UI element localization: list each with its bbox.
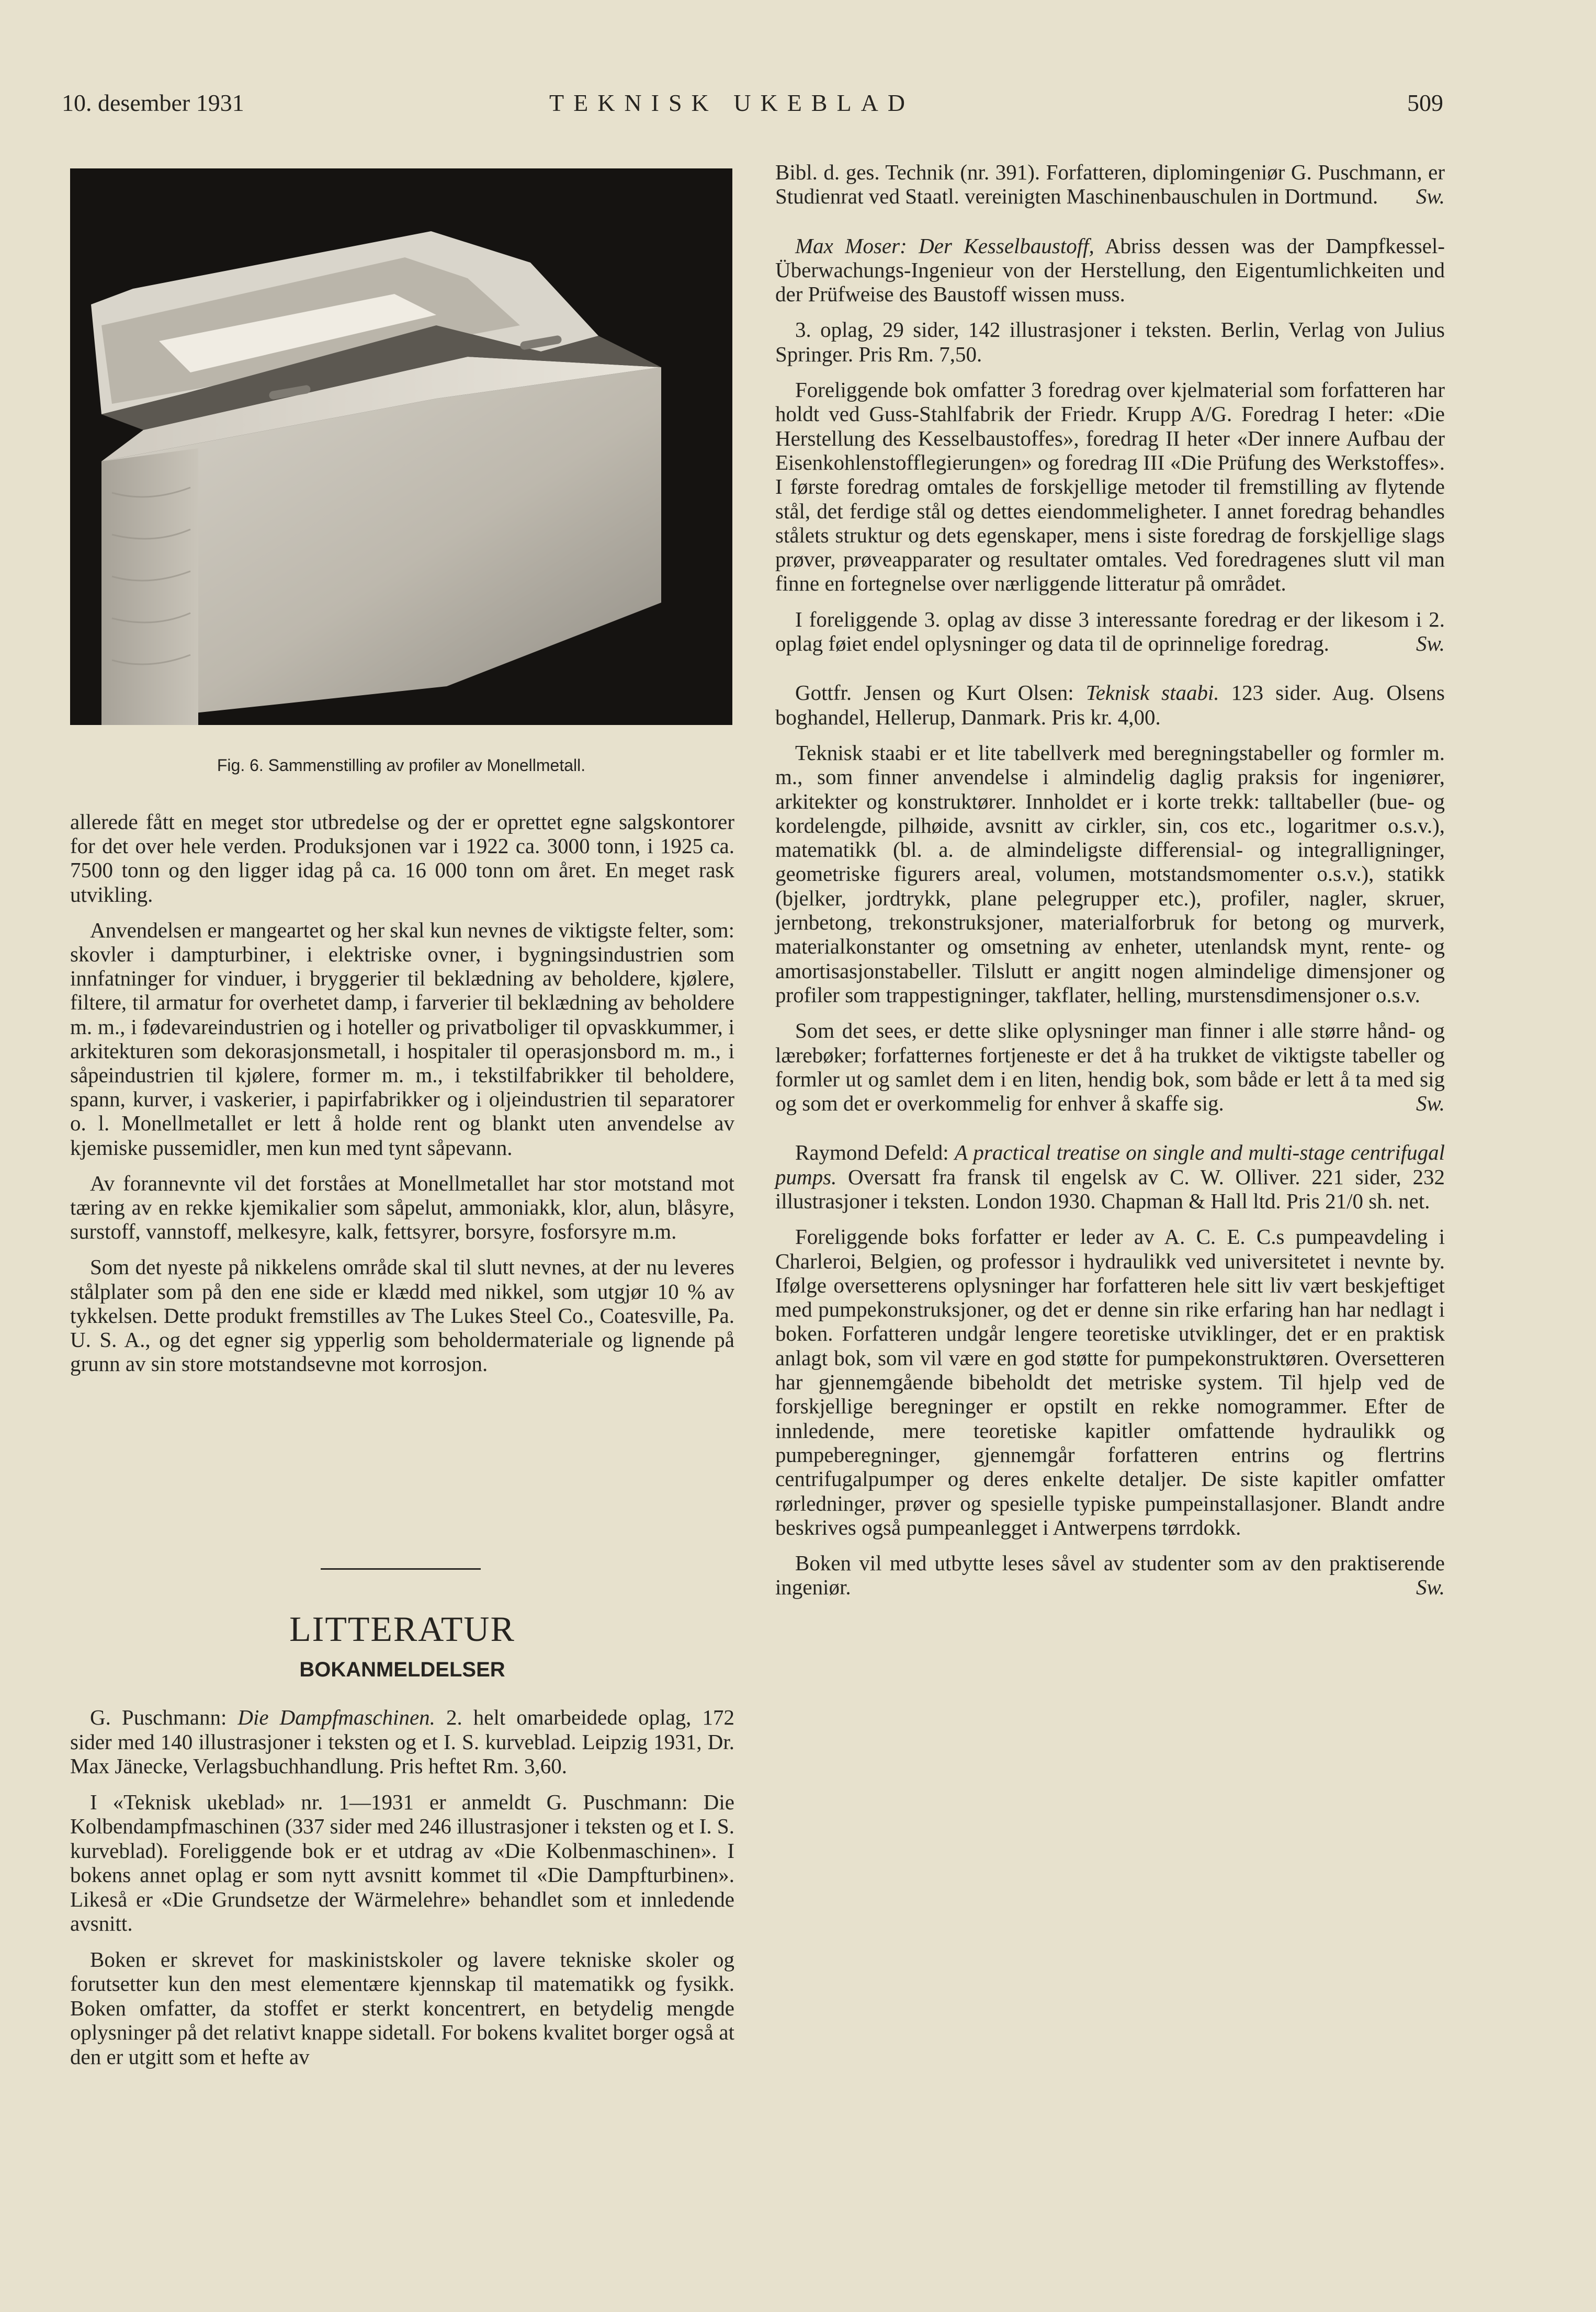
article-paragraph: allerede fått en meget stor utbredelse og der er oprettet egne salgskontorer for det over hele verden. Produksjonen var i 1922 ca. 3000 tonn, i 1925 ca. 7500 tonn og den ligger idag på ca. 16 000 tonn om året. En meget rask utvikling. (70, 810, 734, 906)
issue-date: 10. desember 1931 (62, 89, 244, 116)
review-paragraph: Teknisk staabi er et lite tabellverk med beregningstabeller og formler m. m., som finner anvendelse i almindelig daglig praksis for ingeniører, arkitekter og konstruktører. Innholdet er i korte trekk: talltabeller (bue- og kordelengde, pilhøide, avsnitt av cirkler, sin, cos etc., logaritmer o.s.v.), matematikk (bl. a. de almindeligste differensial- og integralligninger, geometriske figurers areal, volumen, motstandsmomenter o.s.v.), statikk (bjelker, jordtrykk, plane pelegrupper etc.), profiler, nagler, skruer, jernbetong, trekonstruksjoner, materialforbruk for betong og murverk, materialkonstanter og omsetning av enheter, utenlandsk mynt, rente- og amortisasjonstabeller. Tilslutt er angitt nogen almindelige dimensjoner og profiler som trappestigninger, takflater, helling, murstensdimensjoner o.s.v. (775, 740, 1445, 1007)
figure-caption: Fig. 6. Sammenstilling av profiler av Monellmetall. (217, 756, 586, 775)
reviewer-signature: Sw. (1416, 631, 1445, 656)
left-column-article (70, 810, 734, 1387)
review-details: 123 sider. Aug. Olsens boghandel, Hellerup, Danmark. Pris kr. 4,00. (775, 681, 1445, 729)
review-heading (775, 234, 1445, 307)
review-details: Oversatt fra fransk til engelsk av C. W. Olliver. 221 sider, 232 illustrasjoner i teksten. London 1930. Chapman & Hall ltd. Pris 21/0 sh. net. (775, 1164, 1445, 1213)
review-heading (70, 1705, 734, 1778)
page-number: 509 (1407, 89, 1443, 116)
review-book-title: A practical treatise on single and multi-stage centrifugal pumps. (775, 1140, 1445, 1189)
review-book-title: Die Dampfmaschinen. (237, 1705, 435, 1729)
review-paragraph: Bibl. d. ges. Technik (nr. 391). Forfatteren, diplomingeniør G. Puschmann, er Studienrat ved Staatl. vereinigten Maschinenbauschulen in Dortmund. Sw. (775, 160, 1445, 209)
monel-profiles-photo (70, 168, 732, 725)
review-paragraph: Som det sees, er dette slike oplysninger man finner i alle større hånd- og lærebøker; forfatternes fortjeneste er det å ha trukket de viktigste tabeller og formler ut og samlet dem i en liten, hendig bok, som både er lett å ta med sig og som det er overkommelig for enhver å skaffe sig. Sw. (775, 1018, 1445, 1116)
reviewer-signature: Sw. (1416, 1091, 1445, 1116)
review-heading (775, 1140, 1445, 1213)
review-puschmann (70, 1705, 734, 2080)
review-paragraph: Boken er skrevet for maskinistskoler og lavere tekniske skoler og forutsetter kun den mest elementære kjennskap til matematikk og fysikk. Boken omfatter, da stoffet er sterkt koncentrert, en betydelig mengde oplysninger på det relativt knappe sidetall. For bokens kvalitet borger også at den er utgitt som et hefte av (70, 1947, 734, 2069)
reviewer-signature: Sw. (1416, 184, 1445, 209)
review-author: G. Puschmann: (90, 1705, 227, 1729)
review-paragraph: I foreliggende 3. oplag av disse 3 interessante foredrag er der likesom i 2. oplag føiet endel oplysninger og data til de oprinnelige foredrag. Sw. (775, 607, 1445, 656)
article-paragraph: Anvendelsen er mangeartet og her skal kun nevnes de viktigste felter, som: skovler i dampturbiner, i elektriske ovner, i bygningsindustrien som innfatninger for vinduer, i bryggerier til beklædning av beholdere, kjølere, filtere, til armatur for overhetet damp, i farverier til beklædning av beholdere m. m., i fødevareindustrien og i hoteller og privatboliger til opvaskkummer, i arkitekturen som dekorasjonsmetall, i hospitaler til operasjonsbord m. m., i såpeindustrien til kjølere, former m. m., i tekstilfabrikker til beholdere, spann, kurver, i vaskerier, i papirfabrikker og i oljeindustrien til separatorer o. l. Monellmetallet er lett å holde rent og blankt uten anvendelse av kjemiske pussemidler, men kun med tynt såpevann. (70, 917, 734, 1160)
review-author: Raymond Defeld: (795, 1140, 949, 1165)
review-book-subtitle: Abriss dessen was der Dampfkessel-Überwachungs-Ingenieur von der Herstellung, den Eigentumlichkeiten und der Prüfweise des Baustoff wissen muss. (775, 233, 1445, 307)
section-subtitle: BOKANMELDELSER (299, 1658, 505, 1681)
review-author: Gottfr. Jensen og Kurt Olsen: (795, 681, 1074, 705)
section-divider (321, 1568, 481, 1570)
review-details: 2. helt omarbeidede oplag, 172 sider med 140 illustrasjoner i teksten og et I. S. kurveblad. Leipzig 1931, Dr. Max Jänecke, Verlagsbuchhandlung. Pris heftet Rm. 3,60. (70, 1705, 734, 1778)
review-paragraph: I «Teknisk ukeblad» nr. 1—1931 er anmeldt G. Puschmann: Die Kolbendampfmaschinen (337 sider med 246 illustrasjoner i teksten og et I. S. kurveblad). Foreliggende bok er et utdrag av «Die Kolbenmaschinen». I bokens annet oplag er som nytt avsnitt kommet til «Die Dampfturbinen». Likeså er «Die Grundsetze der Wärmelehre» behandlet som et innledende avsnitt. (70, 1789, 734, 1935)
review-heading (775, 681, 1445, 729)
review-book-title: Teknisk staabi. (1085, 681, 1219, 705)
review-book-title: Der Kesselbaustoff, (919, 233, 1094, 258)
review-details: 3. oplag, 29 sider, 142 illustrasjoner i teksten. Berlin, Verlag von Julius Springer. Pris Rm. 7,50. (775, 318, 1445, 366)
review-author: Max Moser: (795, 233, 907, 258)
section-title: LITTERATUR (289, 1609, 515, 1649)
review-paragraph: Foreliggende bok omfatter 3 foredrag over kjelmaterial som forfatteren har holdt ved Guss-Stahlfabrik der Friedr. Krupp A/G. Foredrag I heter: «Die Herstellung des Kesselbaustoffes», foredrag II heter «Der innere Aufbau der Eisenkohlenstofflegierungen» og foredrag III «Die Prüfung des Werkstoffes». I første foredrag omtales de forskjellige metoder til fremstilling av flytende stål, det ferdige stål og dettes eiendommeligheter. I annet foredrag behandles stålets struktur og dets egenskaper, mens i siste foredrag de forskjellige slags prøver, prøveapparater og resultater omtales. Ved foredragenes slutt vil man finne en fortegnelse over nærliggende litteratur på området. (775, 378, 1445, 596)
review-paragraph: Boken vil med utbytte leses såvel av studenter som av den praktiserende ingeniør. Sw. (775, 1551, 1445, 1600)
review-paragraph: Foreliggende boks forfatter er leder av A. C. E. C.s pumpeavdeling i Charleroi, Belgien, og professor i hydraulikk ved universitetet i nevnte by. Ifølge oversetterens oplysninger har forfatteren hele sitt liv vært beskjeftiget med pumpekonstruksjoner, og det er denne sin rike erfaring han har nedlagt i boken. Forfatteren undgår lengere teoretiske utviklinger, det er en praktisk anlagt bok, som vil være en god støtte for pumpekonstruktøren. Oversetteren har gjennemgående bibeholdt det metriske system. Til hjelp ved de forskjellige beregninger er opstilt en rekke nomogrammer. Efter de innledende, mere teoretiske kapitler omfattende hydraulikk og pumpeberegninger, gjennemgår forfatteren entrins og flertrins centrifugalpumper og deres enkelte detaljer. De siste kapitler omfatter rørledninger, prøver og spesielle typiske pumpeinstallasjoner. Blandt andre beskrives også pumpeanlegget i Antwerpens tørrdokk. (775, 1225, 1445, 1539)
reviewer-signature: Sw. (1416, 1575, 1445, 1600)
monel-profiles-photo-image (70, 168, 732, 725)
article-paragraph: Som det nyeste på nikkelens område skal til slutt nevnes, at der nu leveres stålplater som på den ene side er klædd med nikkel, som utgjør 10 % av tykkelsen. Dette produkt fremstilles av The Lukes Steel Co., Coatesville, Pa. U. S. A., og det egner sig ypperlig som beholdermateriale og lignende på grunn av sin store motstandsevne mot korrosjon. (70, 1255, 734, 1376)
article-paragraph: Av forannevnte vil det forståes at Monellmetallet har stor motstand mot tæring av en rekke kjemikalier som såpelut, ammoniakk, klor, alun, blåsyre, surstoff, vannstoff, melkesyre, kalk, fettsyrer, borsyre, fosforsyre m.m. (70, 1171, 734, 1244)
journal-title: TEKNISK UKEBLAD (549, 89, 915, 116)
right-column (775, 160, 1445, 1611)
